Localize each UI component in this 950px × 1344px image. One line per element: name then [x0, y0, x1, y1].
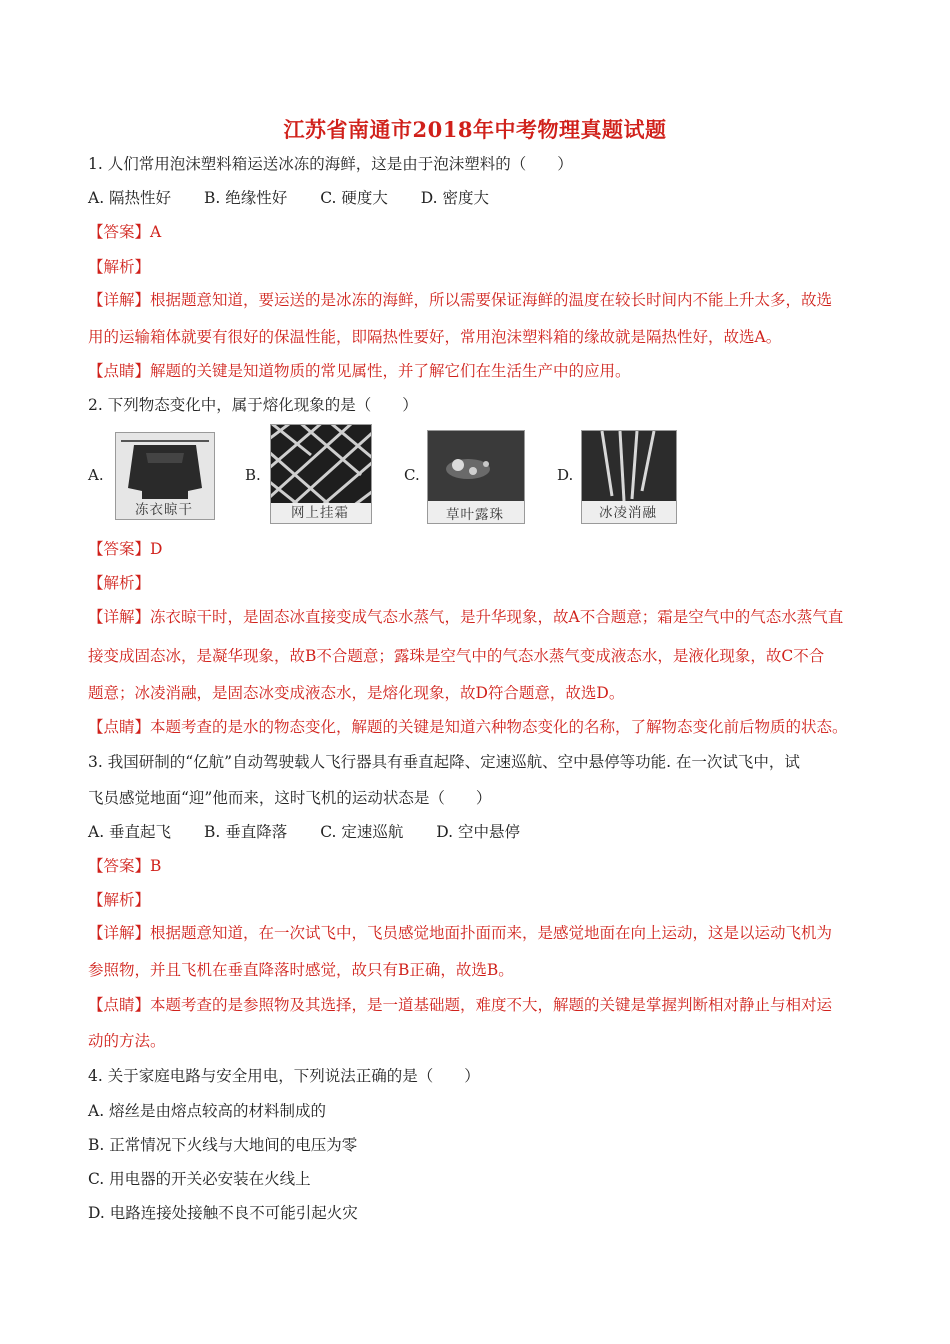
q3-option-c: C. 定速巡航	[320, 823, 404, 841]
q4-option-a: A. 熔丝是由熔点较高的材料制成的	[88, 1102, 327, 1120]
page-title: 江苏省南通市2018年中考物理真题试题	[283, 117, 667, 142]
q3-detail-line-1: 【详解】根据题意知道，在一次试飞中，飞员感觉地面扑面而来，是感觉地面在向上运动，这是以运动飞机为	[88, 924, 833, 942]
q3-option-d: D. 空中悬停	[436, 823, 521, 841]
q4-option-d: D. 电路连接处接触不良不可能引起火灾	[88, 1204, 358, 1222]
q2-choice-d-caption: 冰凌消融	[599, 505, 657, 521]
q1-option-c: C. 硬度大	[320, 189, 388, 207]
q3-answer: 【答案】B	[88, 857, 162, 875]
q2-choice-a-caption: 冻衣晾干	[135, 502, 193, 518]
q2-tip: 【点睛】本题考查的是水的物态变化，解题的关键是知道六种物态变化的名称，了解物态变化前后物质的状态。	[88, 718, 848, 736]
q4-stem: 4. 关于家庭电路与安全用电，下列说法正确的是（ ）	[88, 1067, 480, 1085]
q2-choice-d-label: D.	[557, 466, 574, 484]
q2-choice-b-label: B.	[245, 466, 261, 484]
q1-option-a: A. 隔热性好	[88, 189, 172, 207]
q2-answer: 【答案】D	[88, 540, 163, 558]
q2-detail-line-1: 【详解】冻衣晾干时，是固态冰直接变成气态水蒸气，是升华现象，故A不合题意；霜是空气中的气态水蒸气直	[88, 608, 844, 626]
q3-option-b: B. 垂直降落	[204, 823, 288, 841]
q2-choice-c-caption: 草叶露珠	[446, 507, 504, 523]
q3-analysis-heading: 【解析】	[88, 891, 151, 909]
q3-detail-line-2: 参照物，并且飞机在垂直降落时感觉，故只有B正确，故选B。	[88, 961, 514, 979]
q1-tip: 【点睛】解题的关键是知道物质的常见属性，并了解它们在生活生产中的应用。	[88, 362, 631, 380]
q3-options	[88, 820, 548, 842]
q4-option-b: B. 正常情况下火线与大地间的电压为零	[88, 1136, 358, 1154]
q1-detail-line-1: 【详解】根据题意知道，要运送的是冰冻的海鲜，所以需要保证海鲜的温度在较长时间内不能上升太多，故选	[88, 291, 833, 309]
q1-stem: 1. 人们常用泡沫塑料箱运送冰冻的海鲜，这是由于泡沫塑料的（ ）	[88, 155, 573, 173]
q2-detail-line-3: 题意；冰凌消融，是固态冰变成液态水，是熔化现象，故D符合题意，故选D。	[88, 684, 625, 702]
q2-analysis-heading: 【解析】	[88, 574, 151, 592]
q1-analysis-heading: 【解析】	[88, 258, 151, 276]
q1-detail-line-2: 用的运输箱体就要有很好的保温性能，即隔热性要好，常用泡沫塑料箱的缘故就是隔热性好，故选A。	[88, 328, 782, 346]
q2-choice-c-label: C.	[404, 466, 420, 484]
q2-choice-b-caption: 网上挂霜	[291, 505, 349, 521]
q3-tip-line-2: 动的方法。	[88, 1032, 166, 1050]
q3-stem-line-2: 飞员感觉地面“迎”他而来，这时飞机的运动状态是（ ）	[88, 789, 492, 807]
q2-stem: 2. 下列物态变化中，属于熔化现象的是（ ）	[88, 396, 418, 414]
q3-option-a: A. 垂直起飞	[88, 823, 172, 841]
q3-tip-line-1: 【点睛】本题考查的是参照物及其选择，是一道基础题，难度不大，解题的关键是掌握判断相对静止与相对运	[88, 996, 833, 1014]
q2-detail-line-2: 接变成固态冰，是凝华现象，故B不合题意；露珠是空气中的气态水蒸气变成液态水，是液化现象，故C不合	[88, 647, 825, 665]
q1-answer: 【答案】A	[88, 223, 162, 241]
q1-options	[88, 186, 517, 208]
q3-stem-line-1: 3. 我国研制的“亿航”自动驾驶载人飞行器具有垂直起降、定速巡航、空中悬停等功能. 在一次试飞中，试	[88, 753, 800, 771]
q4-option-c: C. 用电器的开关必安装在火线上	[88, 1170, 311, 1188]
q1-option-b: B. 绝缘性好	[204, 189, 288, 207]
q1-option-d: D. 密度大	[420, 189, 490, 207]
q2-choice-a-label: A.	[88, 466, 104, 484]
